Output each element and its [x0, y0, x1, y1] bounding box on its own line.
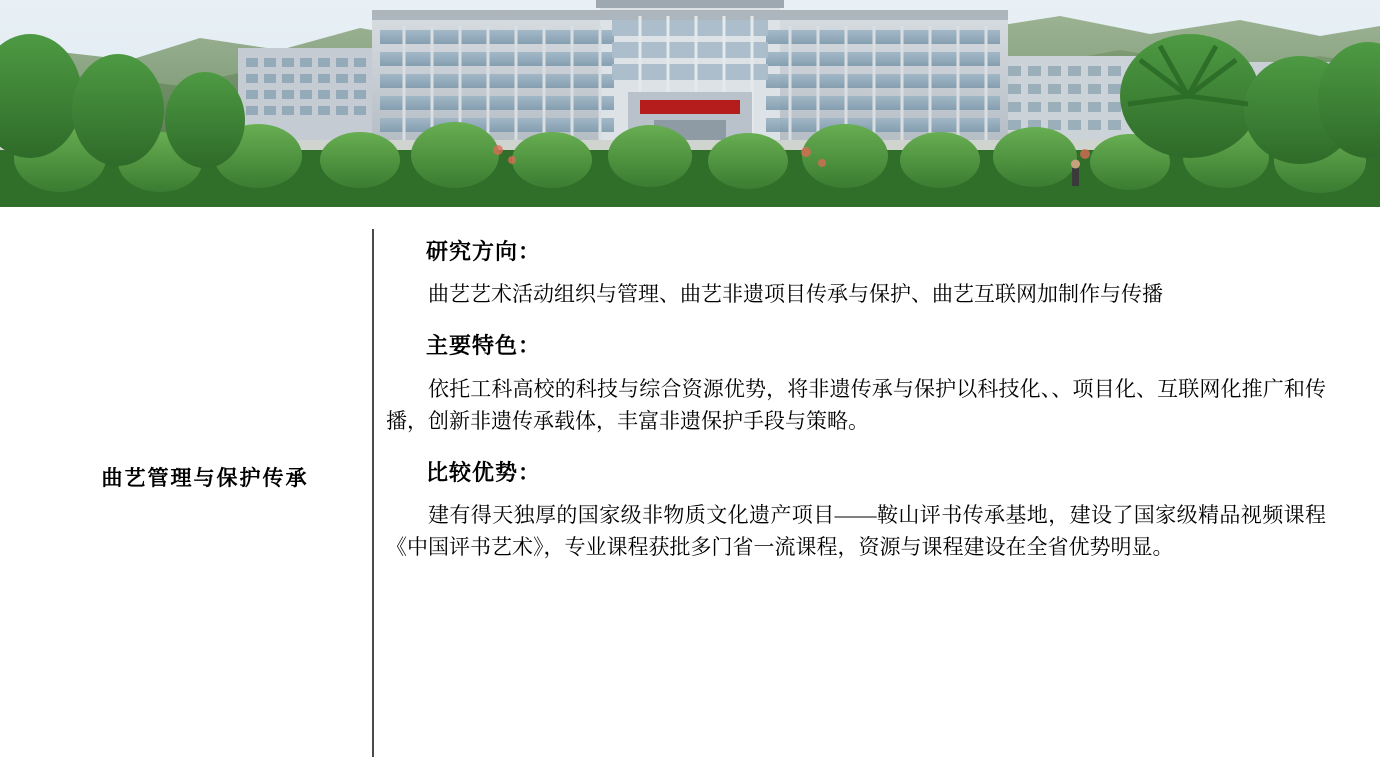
pedestrian — [1071, 160, 1080, 187]
section-body-main-features: 依托工科高校的科技与综合资源优势，将非遗传承与保护以科技化、、项目化、互联网化推广和传播，创新非遗传承载体，丰富非遗保护手段与策略。 — [386, 376, 1326, 433]
section-heading-comparative-advantage: 比较优势： — [426, 459, 542, 485]
red-banner — [640, 100, 740, 114]
vertical-divider — [372, 229, 374, 757]
banner-image — [0, 0, 1380, 207]
campus-building-panorama-illustration — [0, 0, 1380, 207]
content-area — [0, 207, 1380, 776]
row-title: 曲艺管理与保护传承 — [101, 466, 309, 490]
section-body-comparative-advantage: 建有得天独厚的国家级非物质文化遗产项目——鞍山评书传承基地，建设了国家级精品视频课程《中国评书艺术》，专业课程获批多门省一流课程，资源与课程建设在全省优势明显。 — [386, 502, 1326, 559]
section-heading-main-features: 主要特色： — [426, 333, 542, 359]
section-body-research-direction: 曲艺艺术活动组织与管理、曲艺非遗项目传承与保护、曲艺互联网加制作与传播 — [428, 282, 1163, 307]
detail-column — [386, 229, 1326, 564]
section-heading-research-direction: 研究方向： — [426, 239, 542, 264]
